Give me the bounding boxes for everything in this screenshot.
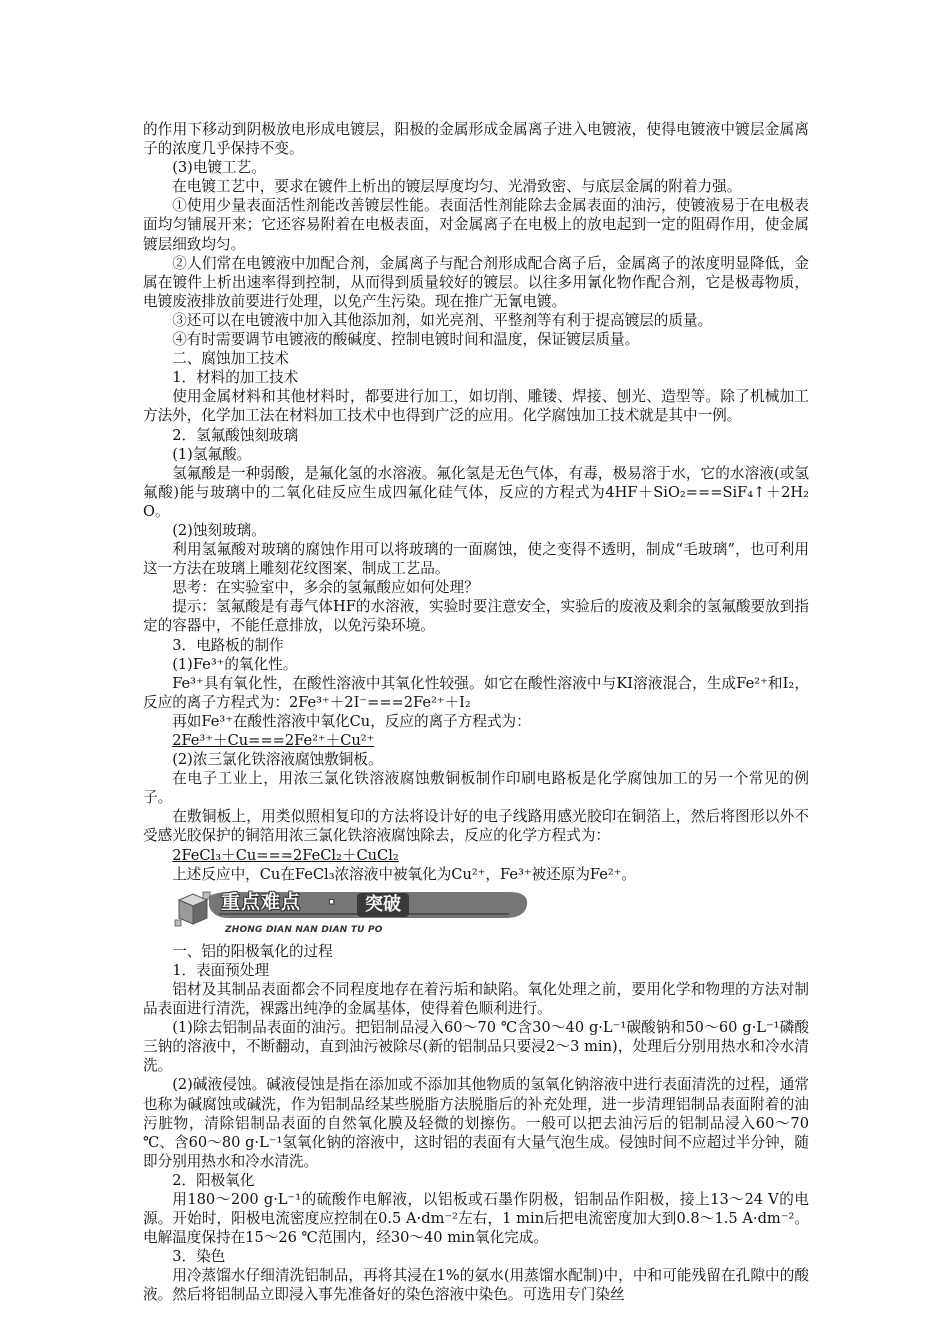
item-heading: (1)氢氟酸。 xyxy=(172,445,252,463)
paragraph: 再如Fe³⁺在酸性溶液中氧化Cu，反应的离子方程式为： xyxy=(172,712,531,730)
hint: 提示：氢氟酸是有毒气体HF的水溶液，实验时要注意安全，实验后的废液及剩余的氢氟酸要放到指定的容器中，不能任意排放，以免污染环境。 xyxy=(143,598,809,635)
paragraph: 上述反应中，Cu在FeCl₃浓溶液中被氧化为Cu²⁺，Fe³⁺被还原为Fe²⁺。 xyxy=(172,865,637,883)
paragraph: 在电子工业上，用浓三氯化铁溶液腐蚀敷铜板制作印刷电路板是化学腐蚀加工的另一个常见的例子。 xyxy=(143,770,809,807)
subsection-heading: 3．电路板的制作 xyxy=(172,636,284,654)
question: 思考：在实验室中，多余的氢氟酸应如何处理？ xyxy=(172,579,479,597)
section-banner xyxy=(143,886,809,942)
equation: 2Fe³⁺＋Cu===2Fe²⁺＋Cu²⁺ xyxy=(172,732,375,749)
paragraph: ①使用少量表面活性剂能改善镀层性能。表面活性剂能除去金属表面的油污，使镀液易于在电极表面均匀铺展开来；它还容易附着在电极表面，对金属离子在电极上的放电起到一定的阻碍作用，使金属镀层细致均匀。 xyxy=(143,197,809,253)
banner-subtitle: ZHONG DIAN NAN DIAN TU PO xyxy=(225,924,383,935)
paragraph: 铝材及其制品表面都会不同程度地存在着污垢和缺陷。氧化处理之前，要用化学和物理的方法对制品表面进行清洗，裸露出纯净的金属基体，使得着色顺利进行。 xyxy=(143,980,809,1018)
subsection-heading: 2．氢氟酸蚀刻玻璃 xyxy=(172,426,299,444)
paragraph: 用180～200 g·L⁻¹的硫酸作电解液，以铝板或石墨作阴极，铝制品作阳极，接上13～24 V的电源。开始时，阳极电流密度应控制在0.5 A·dm⁻²左右，1 min后把电流密度加大到0.8～1.5 A·dm⁻²。电解温度保持在15～26 ℃范围内，经30～40 min氧化完成。 xyxy=(143,1190,809,1247)
paragraph: 在电镀工艺中，要求在镀件上析出的镀层厚度均匀、光滑致密、与底层金属的附着力强。 xyxy=(172,178,742,196)
heading-electroplating-process: (3)电镀工艺。 xyxy=(172,159,266,177)
subsection-heading: 3．染色 xyxy=(172,1248,226,1266)
paragraph: 的作用下移动到阴极放电形成电镀层，阳极的金属形成金属离子进入电镀液，使得电镀液中镀层金属离子的浓度几乎保持不变。 xyxy=(143,121,809,158)
subsection-heading: 1．材料的加工技术 xyxy=(172,369,299,387)
paragraph: ②人们常在电镀液中加配合剂，金属离子与配合剂形成配合离子后，金属离子的浓度明显降低，金属在镀件上析出速率得到控制，从而得到质量较好的镀层。以往多用氰化物作配合剂，它是极毒物质，电镀废液排放前要进行处理，以免产生污染。现在推广无氰电镀。 xyxy=(143,254,809,310)
paragraph: 在敷铜板上，用类似照相复印的方法将设计好的电子线路用感光胶印在铜箔上，然后将图形以外不受感光胶保护的铜箔用浓三氯化铁溶液腐蚀除去，反应的化学方程式为： xyxy=(143,808,809,845)
section-heading: 一、铝的阳极氧化的过程 xyxy=(172,942,333,960)
item-heading: (2)浓三氯化铁溶液腐蚀敷铜板。 xyxy=(172,751,383,769)
paragraph: 利用氢氟酸对玻璃的腐蚀作用可以将玻璃的一面腐蚀，使之变得不透明，制成“毛玻璃”，也可利用这一方法在玻璃上雕刻花纹图案、制成工艺品。 xyxy=(143,541,809,578)
document-body xyxy=(143,120,809,1305)
banner-badge: 突破 xyxy=(357,893,409,917)
paragraph: (1)除去铝制品表面的油污。把铝制品浸入60～70 ℃含30～40 g·L⁻¹碳酸钠和50～60 g·L⁻¹磷酸三钠的溶液中，不断翻动，直到油污被除尽(新的铝制品只要浸2～3 min)，处理后分别用热水和冷水清洗。 xyxy=(143,1019,809,1075)
paragraph: Fe³⁺具有氧化性，在酸性溶液中其氧化性较强。如它在酸性溶液中与KI溶液混合，生成Fe²⁺和I₂，反应的离子方程式为：2Fe³⁺＋2I⁻===2Fe²⁺＋I₂ xyxy=(143,674,809,711)
item-heading: (2)蚀刻玻璃。 xyxy=(172,521,266,539)
paragraph: (2)碱液侵蚀。碱液侵蚀是指在添加或不添加其他物质的氢氧化钠溶液中进行表面清洗的过程，通常也称为碱腐蚀或碱洗，作为铝制品经某些脱脂方法脱脂后的补充处理，进一步清理铝制品表面附着的油污脏物，清除铝制品表面的自然氧化膜及轻微的划擦伤。一般可以把去油污后的铝制品浸入60～70 ℃、含60～80 g·L⁻¹氢氧化钠的溶液中，这时铝的表面有大量气泡生成。侵蚀时间不应超过半分钟，随即分别用热水和冷水清洗。 xyxy=(143,1076,809,1170)
equation: 2FeCl₃＋Cu===2FeCl₂＋CuCl₂ xyxy=(172,846,399,864)
paragraph: 氢氟酸是一种弱酸，是氟化氢的水溶液。氟化氢是无色气体，有毒，极易溶于水，它的水溶液(或氢氟酸)能与玻璃中的二氧化硅反应生成四氟化硅气体，反应的方程式为4HF＋SiO₂===SiF₄↑＋2H₂O。 xyxy=(143,464,809,520)
banner-dot: · xyxy=(328,890,337,913)
subsection-heading: 1．表面预处理 xyxy=(172,961,270,979)
paragraph: ③还可以在电镀液中加入其他添加剂，如光亮剂、平整剂等有利于提高镀层的质量。 xyxy=(172,311,713,329)
paragraph: ④有时需要调节电镀液的酸碱度、控制电镀时间和温度，保证镀层质量。 xyxy=(172,331,640,349)
banner-title: 重点难点 xyxy=(221,890,302,913)
item-heading: (1)Fe³⁺的氧化性。 xyxy=(172,655,298,673)
subsection-heading: 2．阳极氧化 xyxy=(172,1171,255,1189)
paragraph: 用冷蒸馏水仔细清洗铝制品，再将其浸在1%的氨水(用蒸馏水配制)中，中和可能残留在孔隙中的酸液。然后将铝制品立即浸入事先准备好的染色溶液中染色。可选用专门染丝 xyxy=(143,1267,809,1304)
section-heading: 二、腐蚀加工技术 xyxy=(172,350,289,368)
paragraph: 使用金属材料和其他材料时，都要进行加工，如切削、雕镂、焊接、刨光、造型等。除了机械加工方法外，化学加工法在材料加工技术中也得到广泛的应用。化学腐蚀加工技术就是其中一例。 xyxy=(143,388,809,425)
